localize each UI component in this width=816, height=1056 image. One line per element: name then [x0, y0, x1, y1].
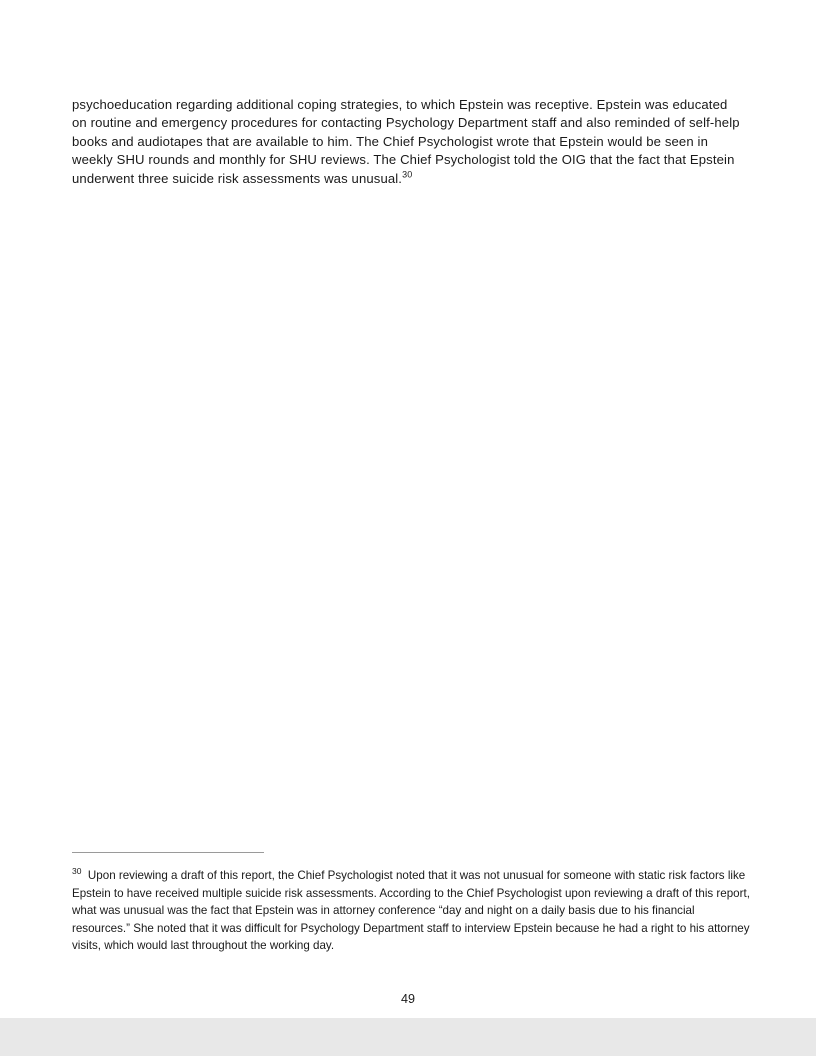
footnote-area: [72, 852, 752, 955]
footnote-reference-30[interactable]: 30: [402, 169, 413, 180]
page-gutter: [0, 1018, 816, 1056]
body-paragraph: [72, 96, 744, 188]
footnote-separator-rule: [72, 852, 264, 853]
footnote-30: [72, 867, 752, 955]
page-body-content: [72, 96, 744, 188]
footnote-marker-30: 30: [72, 866, 82, 877]
page-number: 49: [400, 992, 415, 1006]
body-paragraph-text: psychoeducation regarding additional coping strategies, to which Epstein was receptive. Epstein was educated on routine and emergency procedures for contacting Psychology Department staff and also reminded of self-help books and audiotapes that are available to him. The Chief Psychologist wrote that Epstein would be seen in weekly SHU rounds and monthly for SHU reviews. The Chief Psychologist told the OIG that the fact that Epstein underwent three suicide risk assessments was unusual.: [72, 97, 740, 186]
footnote-30-text: Upon reviewing a draft of this report, the Chief Psychologist noted that it was not unusual for someone with static risk factors like Epstein to have received multiple suicide risk assessments. According to the Chief Psychologist upon reviewing a draft of this report, what was unusual was the fact that Epstein was in attorney conference “day and night on a daily basis due to his financial resources.” She noted that it was difficult for Psychology Department staff to interview Epstein because he had a right to his attorney visits, which would last throughout the working day.: [72, 869, 750, 953]
